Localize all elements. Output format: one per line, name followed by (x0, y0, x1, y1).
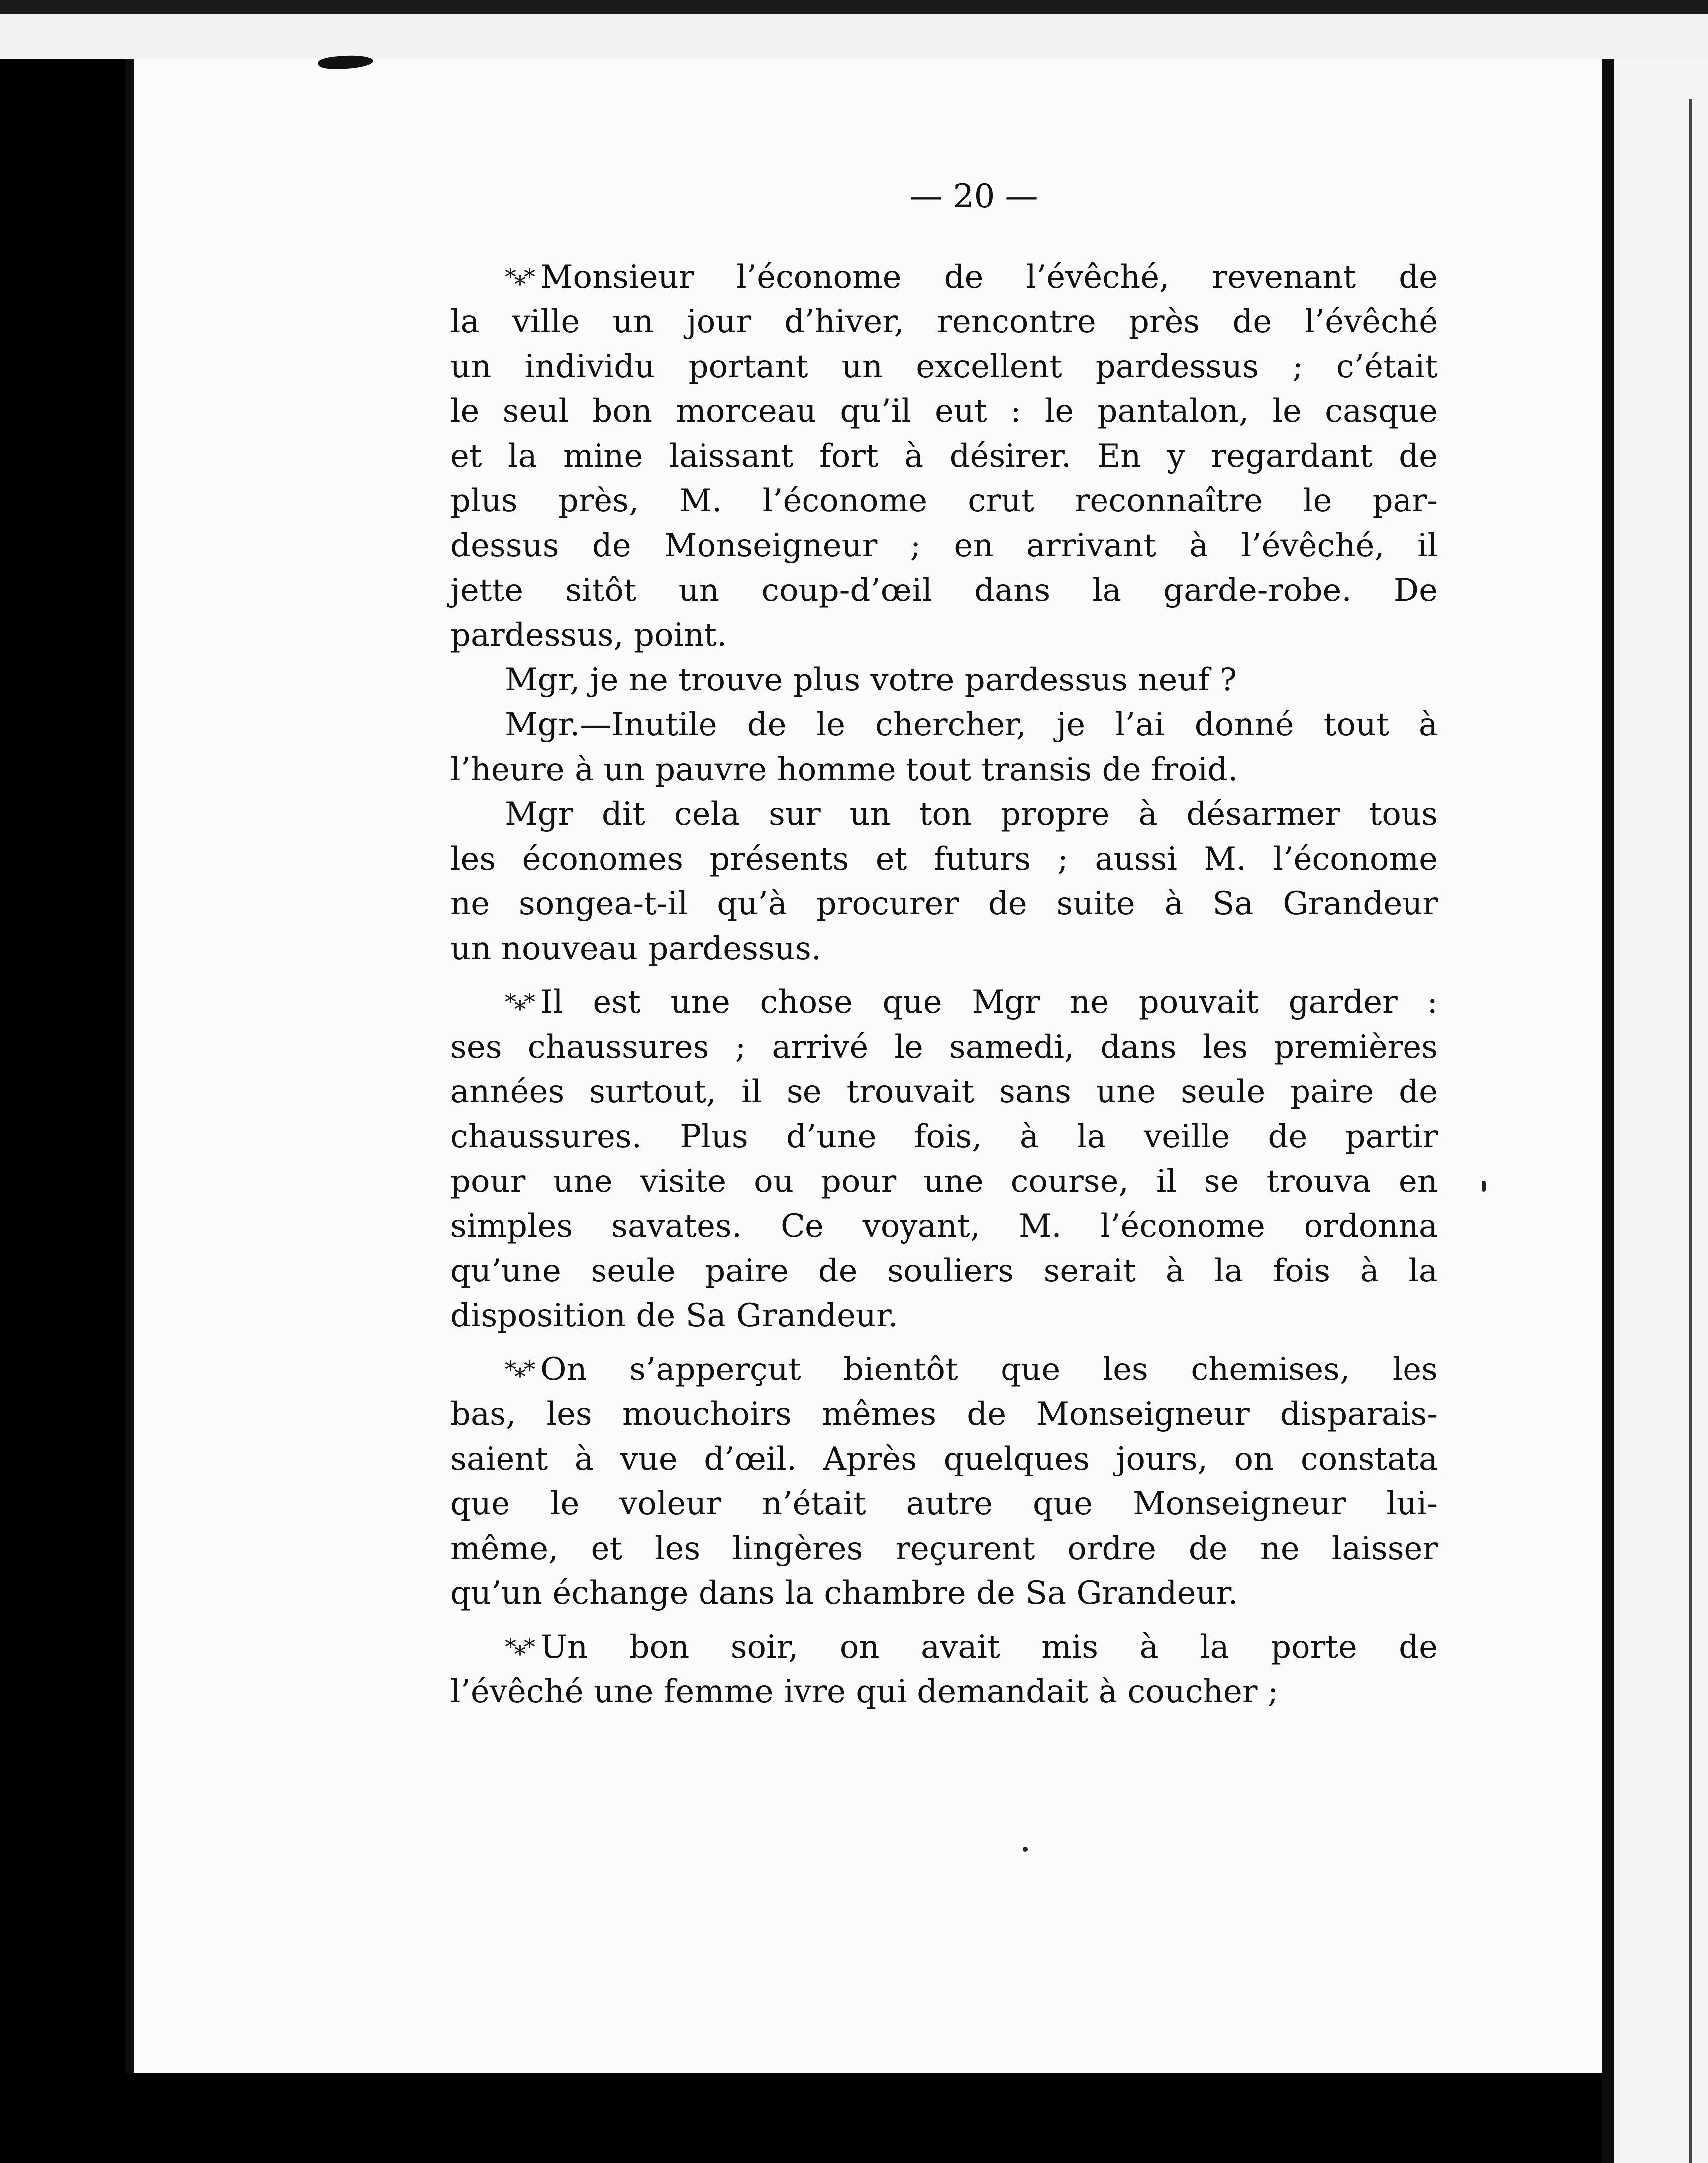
text-line (450, 1625, 1438, 1670)
line-text: ses chaussures ; arrivé le samedi, dans les premières (450, 1029, 1438, 1066)
line-text: que le voleur n’était autre que Monseigneur lui- (450, 1485, 1438, 1522)
line-text: Il est une chose que Mgr ne pouvait garder : (540, 984, 1438, 1021)
line-text: Monsieur l’économe de l’évêché, revenant de (540, 259, 1438, 295)
text-line (450, 389, 1438, 434)
line-text: Mgr dit cela sur un ton propre à désarmer tous (505, 796, 1438, 833)
paragraph (450, 658, 1438, 702)
paragraph (450, 980, 1438, 1338)
line-text: chaussures. Plus d’une fois, à la veille de partir (450, 1118, 1438, 1155)
text-line (450, 658, 1438, 702)
top-scan-strip (0, 14, 1708, 59)
text-line (450, 299, 1438, 344)
line-text: la ville un jour d’hiver, rencontre près de l’évêché (450, 303, 1438, 340)
line-text: le seul bon morceau qu’il eut : le pantalon, le casque (450, 393, 1438, 430)
text-line (450, 1204, 1438, 1249)
text-line (450, 1526, 1438, 1571)
text-line (450, 613, 1438, 658)
text-line (450, 1070, 1438, 1114)
text-line (450, 837, 1438, 882)
adjacent-page-sliver (1614, 59, 1708, 2163)
text-line (450, 926, 1438, 971)
line-text: Mgr.—Inutile de le chercher, je l’ai donné tout à (505, 706, 1438, 743)
text-line (450, 1249, 1438, 1293)
paragraph (450, 1347, 1438, 1616)
text-line (450, 1670, 1438, 1714)
line-text: un nouveau pardessus. (450, 930, 822, 967)
line-text: ne songea-t-il qu’à procurer de suite à Sa Grandeur (450, 885, 1438, 922)
text-line (450, 1571, 1438, 1616)
bottom-scan-border (0, 2073, 1602, 2163)
text-line (450, 1025, 1438, 1070)
paragraph (450, 1625, 1438, 1714)
text-line (450, 568, 1438, 613)
paragraphs (450, 255, 1438, 1714)
line-text: même, et les lingères reçurent ordre de ne laisser (450, 1530, 1438, 1567)
ink-speck (1482, 1181, 1486, 1192)
top-scan-border (0, 0, 1708, 14)
line-text: dessus de Monseigneur ; en arrivant à l’évêché, il (450, 527, 1438, 564)
line-text: plus près, M. l’économe crut reconnaître le par- (450, 483, 1438, 519)
text-line (450, 792, 1438, 837)
ink-speck (1023, 1847, 1028, 1852)
line-text: disposition de Sa Grandeur. (450, 1297, 898, 1334)
text-line (450, 980, 1438, 1025)
text-line (450, 1437, 1438, 1481)
text-line (450, 344, 1438, 389)
line-text: pour une visite ou pour une course, il se trouva en (450, 1163, 1438, 1200)
line-text: qu’une seule paire de souliers serait à la fois à la (450, 1253, 1438, 1289)
text-line (450, 1392, 1438, 1437)
text-line (450, 702, 1438, 747)
asterism-ornament: *⁎* (505, 988, 533, 1015)
line-text: On s’apperçut bientôt que les chemises, les (540, 1351, 1438, 1388)
text-line (450, 1159, 1438, 1204)
adjacent-page-edge-line (1689, 99, 1692, 2163)
text-line (450, 479, 1438, 523)
line-text: qu’un échange dans la chambre de Sa Grandeur. (450, 1575, 1238, 1612)
text-line (450, 1347, 1438, 1392)
line-text: simples savates. Ce voyant, M. l’économe ordonna (450, 1208, 1438, 1245)
text-line (450, 1293, 1438, 1338)
line-text: bas, les mouchoirs mêmes de Monseigneur disparais- (450, 1396, 1438, 1433)
text-line (450, 882, 1438, 926)
line-text: l’heure à un pauvre homme tout transis de froid. (450, 751, 1238, 788)
line-text: Un bon soir, on avait mis à la porte de (540, 1629, 1438, 1666)
text-line (450, 523, 1438, 568)
page-number: — 20 — (909, 177, 1038, 215)
paragraph (450, 702, 1438, 792)
text-line (450, 747, 1438, 792)
line-text: saient à vue d’œil. Après quelques jours, on constata (450, 1441, 1438, 1477)
paragraph (450, 255, 1438, 658)
line-text: et la mine laissant fort à désirer. En y regardant de (450, 438, 1438, 475)
line-text: les économes présents et futurs ; aussi M. l’économe (450, 841, 1438, 878)
line-text: pardessus, point. (450, 617, 727, 654)
line-text: Mgr, je ne trouve plus votre pardessus neuf ? (505, 662, 1237, 698)
text-line (450, 1114, 1438, 1159)
text-line (450, 255, 1438, 299)
text-line (450, 1481, 1438, 1526)
line-text: l’évêché une femme ivre qui demandait à coucher ; (450, 1673, 1279, 1710)
asterism-ornament: *⁎* (505, 263, 533, 290)
line-text: un individu portant un excellent pardessus ; c’était (450, 348, 1438, 385)
text-line (450, 434, 1438, 479)
line-text: années surtout, il se trouvait sans une seule paire de (450, 1074, 1438, 1110)
paragraph (450, 792, 1438, 971)
line-text: jette sitôt un coup-d’œil dans la garde-robe. De (450, 572, 1438, 609)
asterism-ornament: *⁎* (505, 1356, 533, 1382)
asterism-ornament: *⁎* (505, 1633, 533, 1660)
page-right-edge (1602, 59, 1614, 2163)
